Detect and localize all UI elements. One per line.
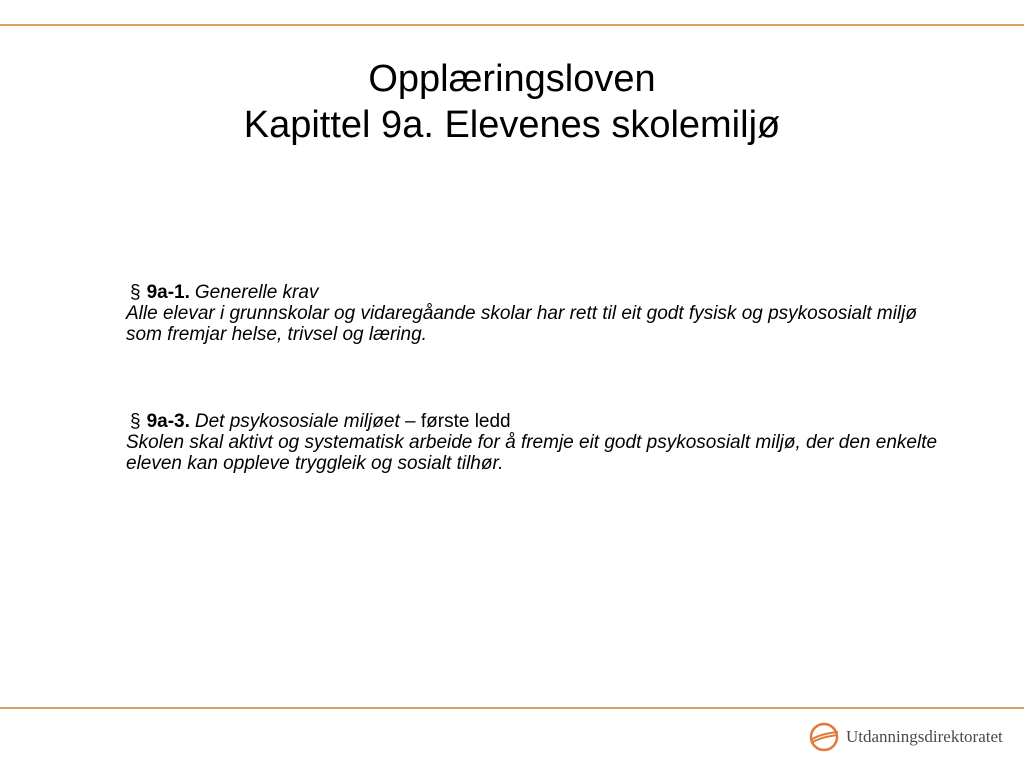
section-body: Skolen skal aktivt og systematisk arbeide for å fremje eit godt psykososialt miljø, der den enkelte eleven kan oppleve tryggleik og sosialt tilhør. bbox=[126, 432, 938, 474]
utdanningsdirektoratet-logo-icon bbox=[808, 721, 840, 753]
section-body: Alle elevar i grunnskolar og vidaregåande skolar har rett til eit godt fysisk og psykososialt miljø som fremjar helse, trivsel og læring. bbox=[126, 303, 917, 345]
slide-title bbox=[0, 56, 1024, 148]
bottom-divider bbox=[0, 707, 1024, 709]
paragraph-sign: § bbox=[130, 411, 141, 432]
section-name: Generelle krav bbox=[194, 282, 319, 303]
section-suffix: – første ledd bbox=[399, 411, 511, 432]
paragraph-sign: § bbox=[130, 282, 141, 303]
section-heading bbox=[126, 282, 956, 303]
title-line-2: Kapittel 9a. Elevenes skolemiljø bbox=[243, 104, 781, 146]
section-code: 9a-3. bbox=[146, 411, 190, 432]
top-divider bbox=[0, 24, 1024, 26]
section-9a-1 bbox=[126, 282, 956, 345]
section-heading bbox=[126, 411, 956, 432]
logo-wordmark: Utdanningsdirektoratet bbox=[846, 727, 1003, 746]
section-9a-3 bbox=[126, 411, 956, 474]
section-code: 9a-1. bbox=[146, 282, 190, 303]
footer-logo bbox=[808, 714, 1003, 760]
title-line-1: Opplæringsloven bbox=[368, 58, 656, 100]
section-name: Det psykososiale miljøet bbox=[194, 411, 400, 432]
